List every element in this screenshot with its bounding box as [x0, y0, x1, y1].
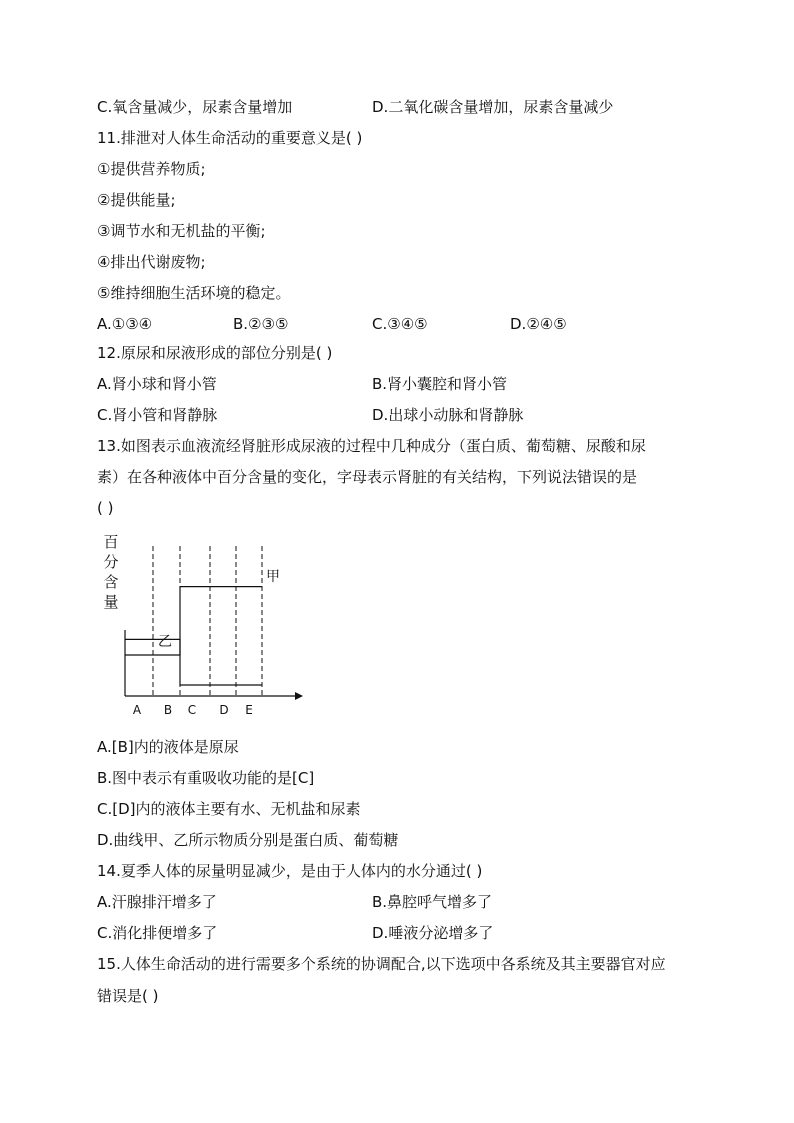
q11-item-2: ②提供能量; [97, 191, 176, 209]
category-label-C: C [187, 703, 197, 717]
q13-stem-line3: ( ) [97, 499, 114, 517]
series-lines [125, 587, 262, 685]
q12-option-c: C.肾小管和肾静脉 [97, 406, 218, 424]
y-axis-label-char-4: 量 [103, 593, 119, 611]
y-axis-label [103, 533, 118, 611]
q13-option-c: C.[D]内的液体主要有水、无机盐和尿素 [97, 800, 361, 818]
y-axis-label-char-1: 百 [103, 533, 119, 551]
q11-item-4: ④排出代谢废物; [97, 253, 206, 271]
q11-item-1: ①提供营养物质; [97, 160, 206, 178]
q14-option-c: C.消化排便增多了 [97, 924, 218, 942]
q12-option-d: D.出球小动脉和肾静脉 [372, 406, 524, 424]
category-label-E: E [245, 703, 253, 717]
category-label-B: B [163, 703, 173, 717]
q13-option-d: D.曲线甲、乙所示物质分别是蛋白质、葡萄糖 [97, 831, 399, 849]
q12-option-a: A.肾小球和肾小管 [97, 375, 217, 393]
q10-option-c: C.氧含量减少，尿素含量增加 [97, 98, 293, 116]
q11-item-3: ③调节水和无机盐的平衡; [97, 222, 266, 240]
category-label-A: A [132, 703, 142, 717]
y-axis-label-char-2: 分 [103, 553, 119, 571]
q11-option-a: A.①③④ [97, 315, 153, 333]
series-label-jia: 甲 [266, 569, 280, 585]
x-axis-arrow [295, 692, 303, 700]
category-labels [133, 703, 253, 717]
q11-item-5: ⑤维持细胞生活环境的稳定。 [97, 284, 291, 302]
q15-stem-line2: 错误是( ) [97, 987, 159, 1005]
series-line-2 [125, 639, 262, 685]
q13-stem-line1: 13.如图表示血液流经肾脏形成尿液的过程中几种成分（蛋白质、葡萄糖、尿酸和尿 [97, 437, 646, 455]
y-axis-label-char-3: 含 [103, 573, 119, 591]
q11-option-d: D.②④⑤ [510, 315, 567, 333]
series-line-1 [125, 587, 262, 655]
q14-stem: 14.夏季人体的尿量明显减少，是由于人体内的水分通过( ) [97, 862, 483, 880]
divider-lines [153, 546, 262, 696]
q12-stem: 12.原尿和尿液形成的部位分别是( ) [97, 344, 333, 362]
q11-stem: 11.排泄对人体生命活动的重要意义是( ) [97, 129, 363, 147]
q11-option-c: C.③④⑤ [372, 315, 428, 333]
q13-option-b: B.图中表示有重吸收功能的是[C] [97, 769, 315, 787]
category-label-D: D [219, 703, 229, 717]
q11-option-b: B.②③⑤ [233, 315, 289, 333]
q13-stem-line2: 素）在各种液体中百分含量的变化，字母表示肾脏的有关结构，下列说法错误的是 [97, 468, 638, 486]
q14-option-d: D.唾液分泌增多了 [372, 924, 494, 942]
series-label-yi: 乙 [158, 634, 172, 650]
q15-stem-line1: 15.人体生命活动的进行需要多个系统的协调配合,以下选项中各系统及其主要器官对应 [97, 955, 666, 973]
q14-option-b: B.鼻腔呼气增多了 [372, 893, 493, 911]
q10-option-d: D.二氧化碳含量增加，尿素含量减少 [372, 98, 614, 116]
q12-option-b: B.肾小囊腔和肾小管 [372, 375, 508, 393]
q14-option-a: A.汗腺排汗增多了 [97, 893, 217, 911]
kidney-percentage-chart [95, 530, 315, 725]
q13-option-a: A.[B]内的液体是原尿 [97, 738, 239, 756]
